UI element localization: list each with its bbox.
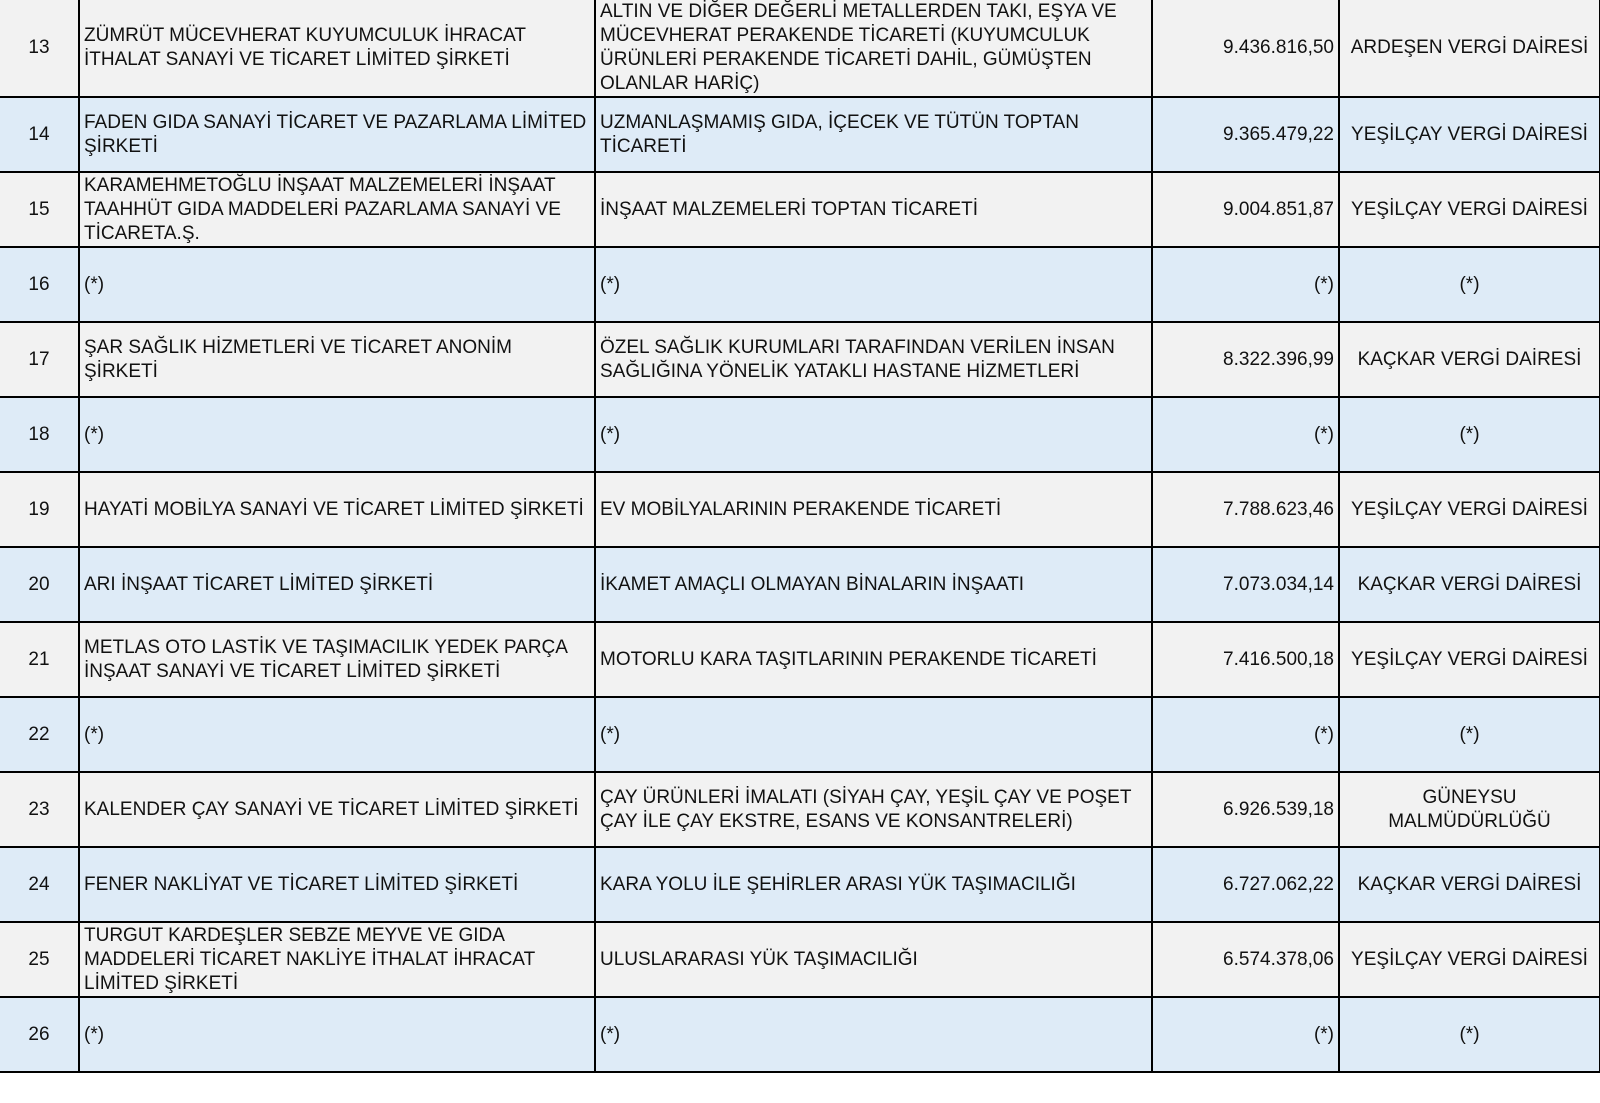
table-row xyxy=(0,472,1600,547)
table-row xyxy=(0,172,1600,247)
tax-amount: 9.436.816,50 xyxy=(1152,0,1339,97)
tax-amount: (*) xyxy=(1152,697,1339,772)
tax-amount: (*) xyxy=(1152,997,1339,1072)
business-activity: ULUSLARARASI YÜK TAŞIMACILIĞI xyxy=(595,922,1152,997)
tax-office: ARDEŞEN VERGİ DAİRESİ xyxy=(1339,0,1600,97)
row-number: 26 xyxy=(0,997,79,1072)
company-name: (*) xyxy=(79,997,595,1072)
business-activity: (*) xyxy=(595,697,1152,772)
row-number: 15 xyxy=(0,172,79,247)
table-row xyxy=(0,622,1600,697)
business-activity: MOTORLU KARA TAŞITLARININ PERAKENDE TİCARETİ xyxy=(595,622,1152,697)
business-activity: UZMANLAŞMAMIŞ GIDA, İÇECEK VE TÜTÜN TOPTAN TİCARETİ xyxy=(595,97,1152,172)
company-name: HAYATİ MOBİLYA SANAYİ VE TİCARET LİMİTED ŞİRKETİ xyxy=(79,472,595,547)
table-row xyxy=(0,547,1600,622)
table-row xyxy=(0,997,1600,1072)
tax-office: (*) xyxy=(1339,397,1600,472)
tax-office: (*) xyxy=(1339,997,1600,1072)
row-number: 23 xyxy=(0,772,79,847)
table-row xyxy=(0,922,1600,997)
company-name: FADEN GIDA SANAYİ TİCARET VE PAZARLAMA LİMİTED ŞİRKETİ xyxy=(79,97,595,172)
company-name: ARI İNŞAAT TİCARET LİMİTED ŞİRKETİ xyxy=(79,547,595,622)
business-activity: (*) xyxy=(595,997,1152,1072)
business-activity: (*) xyxy=(595,247,1152,322)
company-name: KALENDER ÇAY SANAYİ VE TİCARET LİMİTED ŞİRKETİ xyxy=(79,772,595,847)
company-name: (*) xyxy=(79,247,595,322)
company-name: (*) xyxy=(79,397,595,472)
tax-office: KAÇKAR VERGİ DAİRESİ xyxy=(1339,547,1600,622)
tax-amount: 6.926.539,18 xyxy=(1152,772,1339,847)
row-number: 14 xyxy=(0,97,79,172)
tax-office: YEŞİLÇAY VERGİ DAİRESİ xyxy=(1339,472,1600,547)
company-name: ZÜMRÜT MÜCEVHERAT KUYUMCULUK İHRACAT İTHALAT SANAYİ VE TİCARET LİMİTED ŞİRKETİ xyxy=(79,0,595,97)
business-activity: İKAMET AMAÇLI OLMAYAN BİNALARIN İNŞAATI xyxy=(595,547,1152,622)
tax-amount: 7.788.623,46 xyxy=(1152,472,1339,547)
row-number: 20 xyxy=(0,547,79,622)
table-row xyxy=(0,247,1600,322)
business-activity: EV MOBİLYALARININ PERAKENDE TİCARETİ xyxy=(595,472,1152,547)
company-name: METLAS OTO LASTİK VE TAŞIMACILIK YEDEK PARÇA İNŞAAT SANAYİ VE TİCARET LİMİTED ŞİRKETİ xyxy=(79,622,595,697)
row-number: 22 xyxy=(0,697,79,772)
tax-amount: 6.727.062,22 xyxy=(1152,847,1339,922)
tax-office: (*) xyxy=(1339,697,1600,772)
row-number: 25 xyxy=(0,922,79,997)
business-activity: (*) xyxy=(595,397,1152,472)
business-activity: İNŞAAT MALZEMELERİ TOPTAN TİCARETİ xyxy=(595,172,1152,247)
tax-office: YEŞİLÇAY VERGİ DAİRESİ xyxy=(1339,622,1600,697)
tax-amount: 7.416.500,18 xyxy=(1152,622,1339,697)
company-name: (*) xyxy=(79,697,595,772)
tax-office: YEŞİLÇAY VERGİ DAİRESİ xyxy=(1339,922,1600,997)
company-name: FENER NAKLİYAT VE TİCARET LİMİTED ŞİRKETİ xyxy=(79,847,595,922)
row-number: 19 xyxy=(0,472,79,547)
table-row xyxy=(0,97,1600,172)
row-number: 13 xyxy=(0,0,79,97)
tax-office: KAÇKAR VERGİ DAİRESİ xyxy=(1339,322,1600,397)
tax-amount: 8.322.396,99 xyxy=(1152,322,1339,397)
business-activity: ÖZEL SAĞLIK KURUMLARI TARAFINDAN VERİLEN İNSAN SAĞLIĞINA YÖNELİK YATAKLI HASTANE HİZMETLERİ xyxy=(595,322,1152,397)
company-name: TURGUT KARDEŞLER SEBZE MEYVE VE GIDA MADDELERİ TİCARET NAKLİYE İTHALAT İHRACAT LİMİTED ŞİRKETİ xyxy=(79,922,595,997)
table-row xyxy=(0,397,1600,472)
table-row xyxy=(0,0,1600,97)
table-row xyxy=(0,847,1600,922)
business-activity: ALTIN VE DİĞER DEĞERLİ METALLERDEN TAKI, EŞYA VE MÜCEVHERAT PERAKENDE TİCARETİ (KUYUMCULUK ÜRÜNLERİ PERAKENDE TİCARETİ DAHİL, GÜMÜŞTEN OLANLAR HARİÇ) xyxy=(595,0,1152,97)
tax-amount: 6.574.378,06 xyxy=(1152,922,1339,997)
tax-office: GÜNEYSU MALMÜDÜRLÜĞÜ xyxy=(1339,772,1600,847)
tax-amount: 9.365.479,22 xyxy=(1152,97,1339,172)
row-number: 18 xyxy=(0,397,79,472)
tax-amount: (*) xyxy=(1152,247,1339,322)
company-name: ŞAR SAĞLIK HİZMETLERİ VE TİCARET ANONİM ŞİRKETİ xyxy=(79,322,595,397)
row-number: 24 xyxy=(0,847,79,922)
tax-amount: 7.073.034,14 xyxy=(1152,547,1339,622)
row-number: 21 xyxy=(0,622,79,697)
company-name: KARAMEHMETOĞLU İNŞAAT MALZEMELERİ İNŞAAT TAAHHÜT GIDA MADDELERİ PAZARLAMA SANAYİ VE TİCARETA.Ş. xyxy=(79,172,595,247)
row-number: 16 xyxy=(0,247,79,322)
tax-amount: (*) xyxy=(1152,397,1339,472)
business-activity: KARA YOLU İLE ŞEHİRLER ARASI YÜK TAŞIMACILIĞI xyxy=(595,847,1152,922)
tax-office: YEŞİLÇAY VERGİ DAİRESİ xyxy=(1339,97,1600,172)
tax-office: (*) xyxy=(1339,247,1600,322)
business-activity: ÇAY ÜRÜNLERİ İMALATI (SİYAH ÇAY, YEŞİL ÇAY VE POŞET ÇAY İLE ÇAY EKSTRE, ESANS VE KONSANTRELERİ) xyxy=(595,772,1152,847)
table-row xyxy=(0,772,1600,847)
tax-office: KAÇKAR VERGİ DAİRESİ xyxy=(1339,847,1600,922)
tax-office: YEŞİLÇAY VERGİ DAİRESİ xyxy=(1339,172,1600,247)
tax-amount: 9.004.851,87 xyxy=(1152,172,1339,247)
table-row xyxy=(0,322,1600,397)
row-number: 17 xyxy=(0,322,79,397)
table-row xyxy=(0,697,1600,772)
